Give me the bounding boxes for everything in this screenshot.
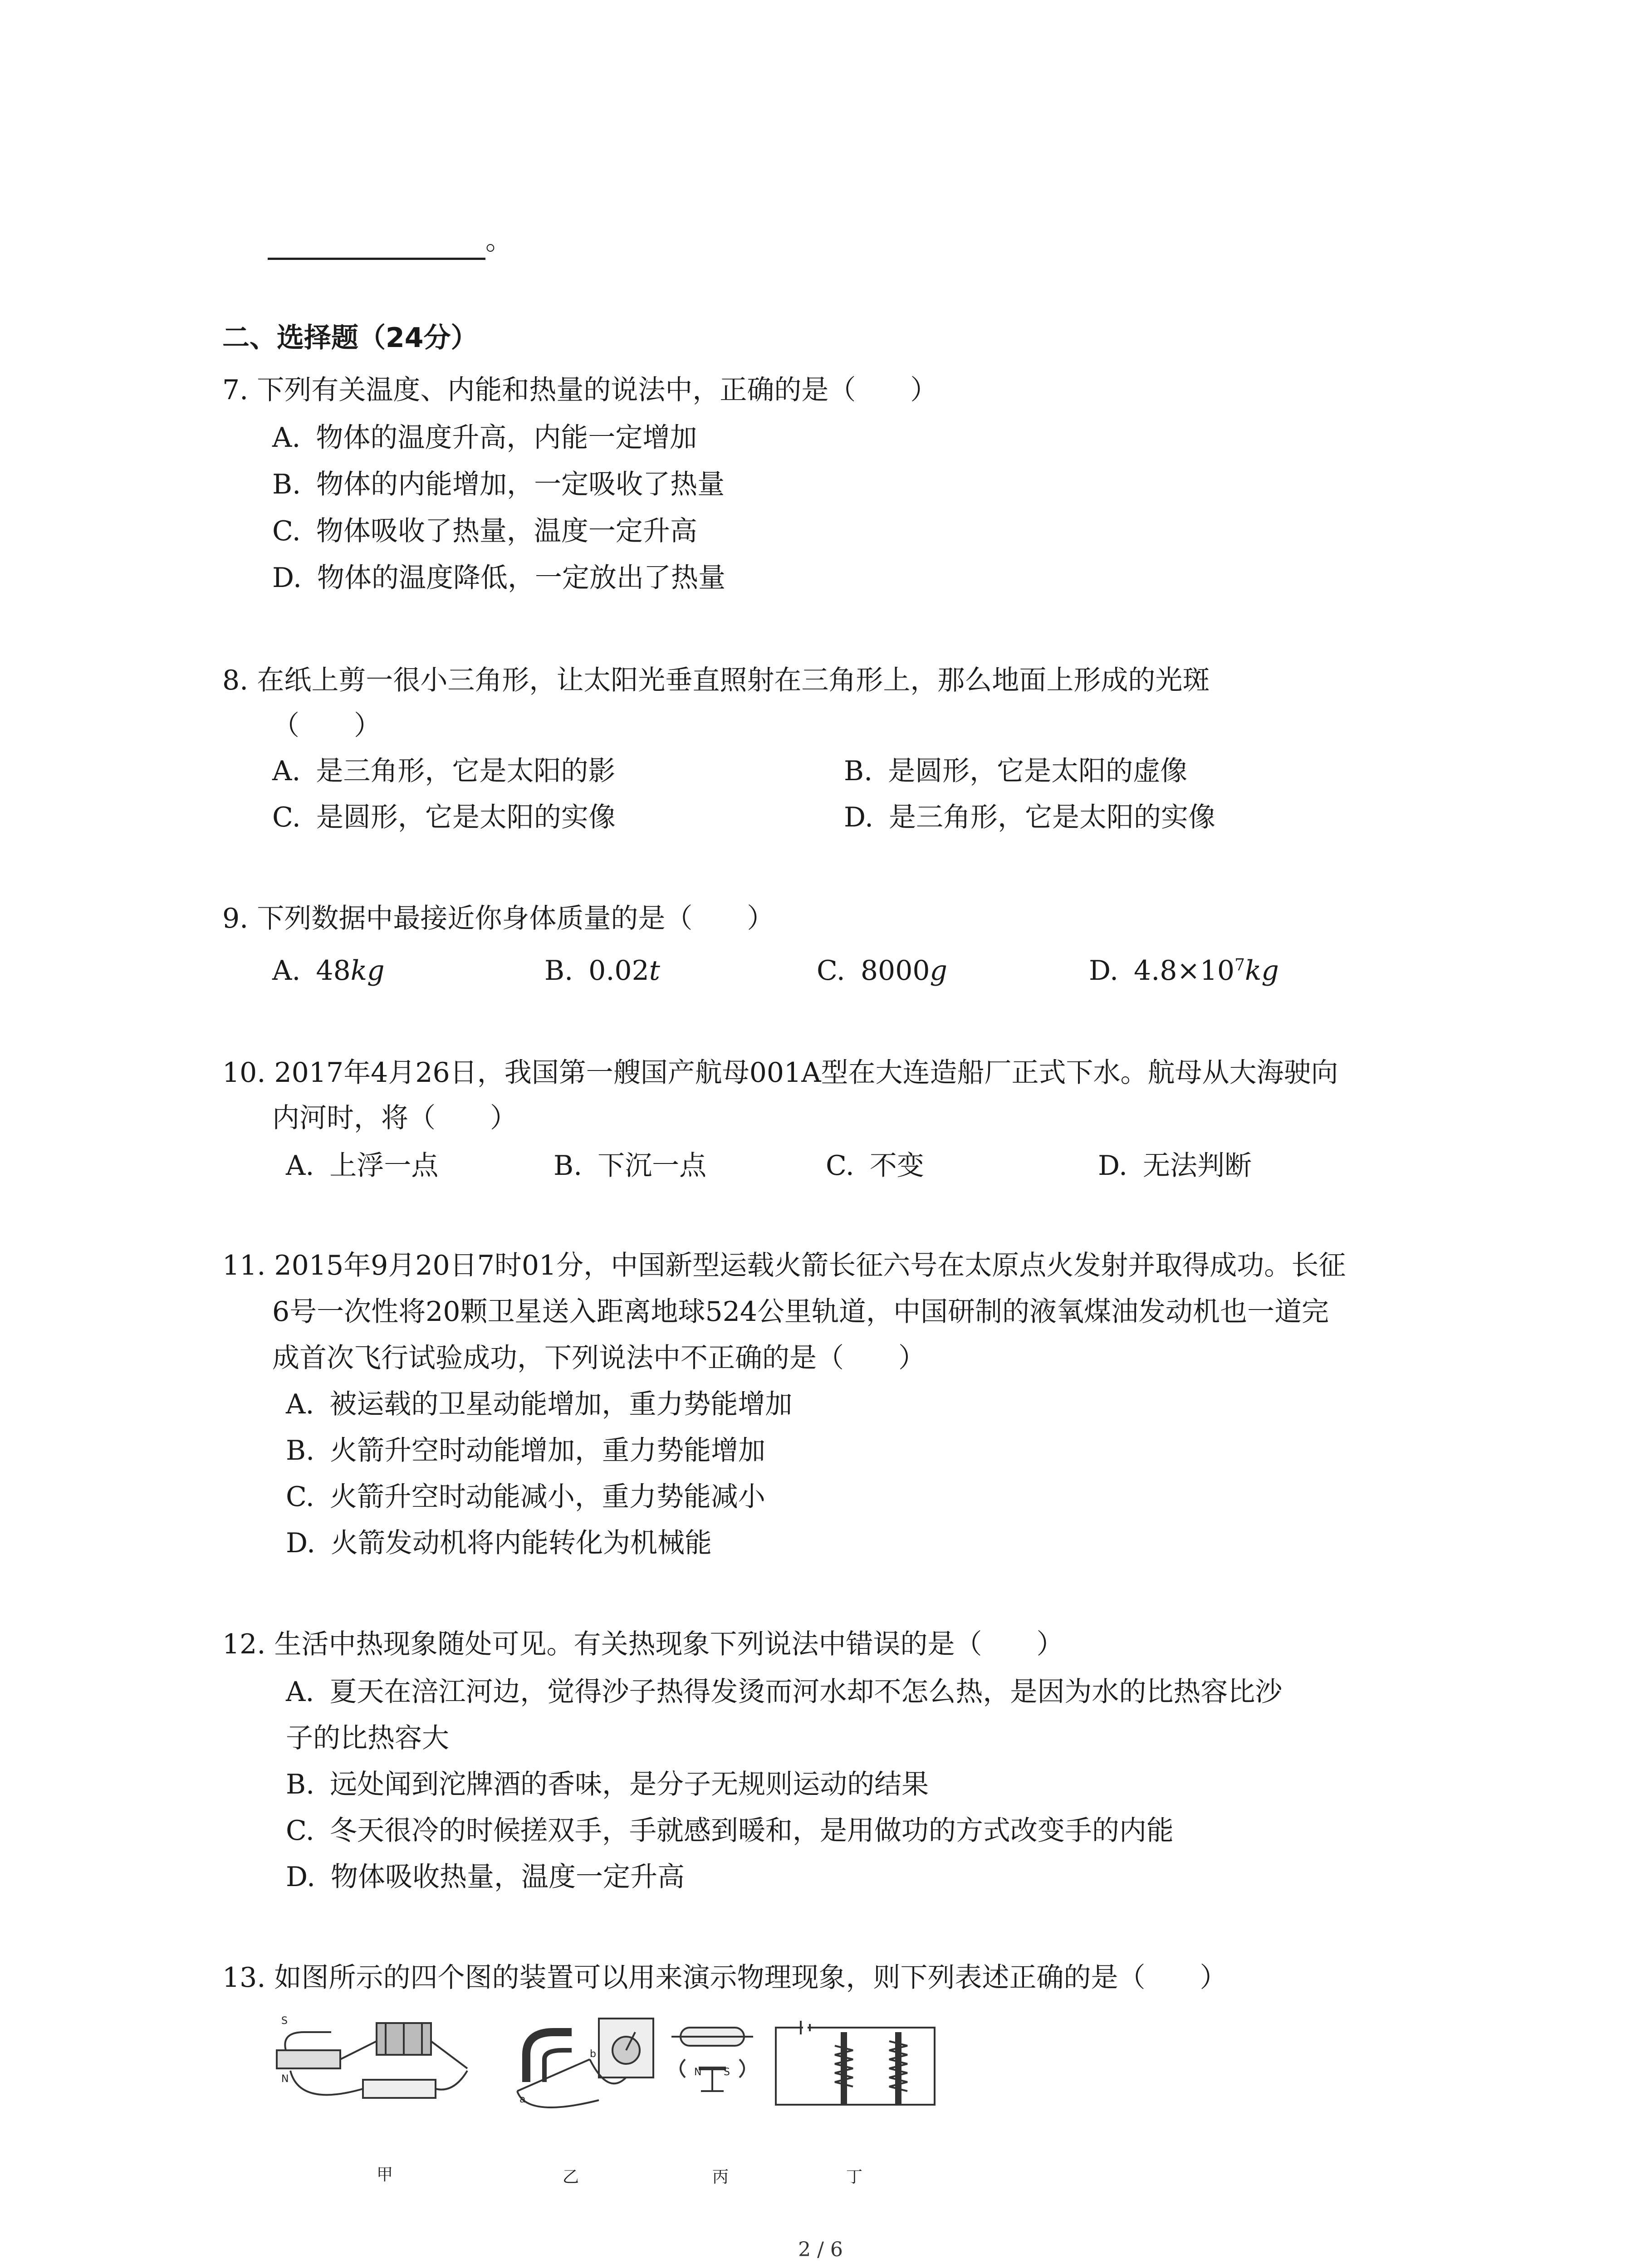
q10-stem-line2: 内河时，将（ ） xyxy=(272,1102,517,1134)
q10-option-b: B. 下沉一点 xyxy=(554,1150,707,1182)
q7-option-a: A. 物体的温度升高，内能一定增加 xyxy=(272,422,697,454)
fill-blank-line xyxy=(268,258,485,260)
q10-stem-line1: 10. 2017年4月26日，我国第一艘国产航母001A型在大连造船厂正式下水。航母从大海驶向 xyxy=(222,1057,1338,1089)
section-title: 二、选择题（24分） xyxy=(222,322,478,354)
mark-s: S xyxy=(281,2015,288,2027)
q11-stem-line2: 6号一次性将20颗卫星送入距离地球524公里轨道，中国研制的液氧煤油发动机也一道完 xyxy=(272,1296,1329,1328)
q12-option-a-continued: 子的比热容大 xyxy=(286,1722,449,1754)
page-number: 2 / 6 xyxy=(798,2238,843,2261)
mark-s2: S xyxy=(724,2067,730,2078)
figure-label-yi: 乙 xyxy=(563,2168,579,2186)
apparatus-jia xyxy=(277,2023,467,2098)
q12-stem: 12. 生活中热现象随处可见。有关热现象下列说法中错误的是（ ） xyxy=(222,1628,1064,1660)
q9-option-d: D. $4.8\times 10^7kg$ xyxy=(1089,955,1279,987)
q8-stem-line2: （ ） xyxy=(272,710,381,742)
mark-a: a xyxy=(519,2094,526,2105)
q8-option-b: B. 是圆形，它是太阳的虚像 xyxy=(844,755,1188,787)
q8-option-c: C. 是圆形，它是太阳的实像 xyxy=(272,802,616,833)
q7-option-b: B. 物体的内能增加，一定吸收了热量 xyxy=(272,469,725,500)
q7-option-d: D. 物体的温度降低，一定放出了热量 xyxy=(272,562,726,594)
q9-stem: 9. 下列数据中最接近你身体质量的是（ ） xyxy=(222,903,774,934)
q13-apparatus-figure xyxy=(272,2014,944,2150)
q11-option-c: C. 火箭升空时动能减小，重力势能减小 xyxy=(286,1481,765,1513)
q7-option-c: C. 物体吸收了热量，温度一定升高 xyxy=(272,515,697,547)
q10-option-c: C. 不变 xyxy=(826,1150,924,1182)
trailing-period: 。 xyxy=(485,225,513,256)
mark-b: b xyxy=(590,2048,596,2060)
q8-option-d: D. 是三角形，它是太阳的实像 xyxy=(844,802,1216,833)
q12-option-a: A. 夏天在涪江河边，觉得沙子热得发烫而河水却不怎么热，是因为水的比热容比沙 xyxy=(286,1676,1283,1708)
q11-stem-line1: 11. 2015年9月20日7时01分，中国新型运载火箭长征六号在太原点火发射并取得成功。长征 xyxy=(222,1250,1346,1281)
q12-option-d: D. 物体吸收热量，温度一定升高 xyxy=(286,1861,685,1893)
q11-option-b: B. 火箭升空时动能增加，重力势能增加 xyxy=(286,1435,766,1466)
apparatus-bing xyxy=(671,2028,753,2091)
mark-n: N xyxy=(281,2073,289,2085)
q13-stem: 13. 如图所示的四个图的装置可以用来演示物理现象，则下列表述正确的是（ ） xyxy=(222,1962,1227,1994)
q11-stem-line3: 成首次飞行试验成功，下列说法中不正确的是（ ） xyxy=(272,1342,926,1374)
q12-option-b: B. 远处闻到沱牌酒的香味，是分子无规则运动的结果 xyxy=(286,1769,929,1800)
figure-label-ding: 丁 xyxy=(846,2168,863,2186)
apparatus-yi xyxy=(517,2019,653,2107)
q8-option-a: A. 是三角形，它是太阳的影 xyxy=(272,755,616,787)
apparatus-ding xyxy=(776,2021,935,2105)
q11-option-d: D. 火箭发动机将内能转化为机械能 xyxy=(286,1527,712,1559)
q7-stem: 7. 下列有关温度、内能和热量的说法中，正确的是（ ） xyxy=(222,374,938,406)
q10-option-a: A. 上浮一点 xyxy=(286,1150,439,1182)
figure-label-bing: 丙 xyxy=(712,2168,729,2186)
q9-option-b: B. 0.02t xyxy=(544,955,660,987)
mark-n2: N xyxy=(694,2067,702,2078)
q9-option-c: C. 8000g xyxy=(817,955,947,987)
q9-option-a: A. 48kg xyxy=(272,955,385,987)
figure-label-jia: 甲 xyxy=(377,2165,393,2184)
q8-stem-line1: 8. 在纸上剪一很小三角形，让太阳光垂直照射在三角形上，那么地面上形成的光斑 xyxy=(222,665,1210,696)
q11-option-a: A. 被运载的卫星动能增加，重力势能增加 xyxy=(286,1388,793,1420)
q10-option-d: D. 无法判断 xyxy=(1098,1150,1252,1182)
q12-option-c: C. 冬天很冷的时候搓双手，手就感到暖和，是用做功的方式改变手的内能 xyxy=(286,1815,1174,1847)
